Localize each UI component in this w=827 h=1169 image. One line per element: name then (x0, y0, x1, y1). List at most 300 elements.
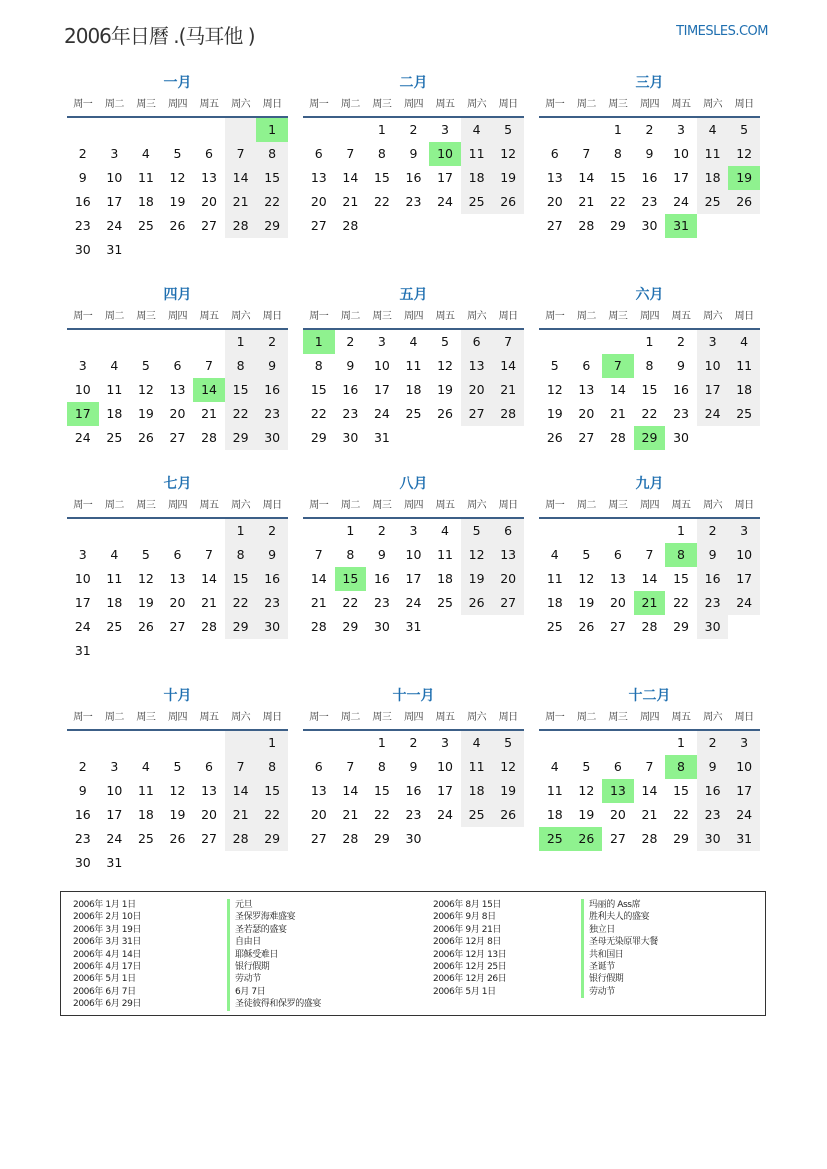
calendar-day[interactable]: 9 (409, 759, 418, 774)
calendar-day[interactable]: 4 (697, 118, 729, 142)
calendar-day[interactable]: 2 (377, 523, 386, 538)
calendar-day[interactable]: 8 (377, 759, 386, 774)
calendar-day[interactable]: 15 (256, 166, 288, 190)
calendar-day[interactable]: 7 (225, 142, 257, 166)
holiday-day[interactable]: 7 (602, 354, 634, 378)
calendar-day[interactable]: 13 (169, 382, 186, 397)
calendar-day[interactable]: 24 (437, 194, 453, 209)
calendar-day[interactable]: 3 (78, 547, 87, 562)
calendar-day[interactable]: 13 (310, 170, 327, 185)
calendar-day[interactable]: 13 (201, 783, 217, 798)
calendar-day[interactable]: 23 (697, 591, 729, 615)
calendar-day[interactable]: 10 (74, 571, 91, 586)
calendar-day[interactable]: 11 (546, 783, 563, 798)
calendar-day[interactable]: 8 (225, 354, 257, 378)
calendar-day[interactable]: 9 (256, 354, 288, 378)
calendar-day[interactable]: 2 (346, 334, 355, 349)
calendar-day[interactable]: 17 (437, 783, 453, 798)
calendar-day[interactable]: 5 (441, 334, 449, 349)
calendar-day[interactable]: 19 (578, 595, 595, 610)
calendar-day[interactable]: 27 (310, 831, 327, 846)
calendar-day[interactable]: 20 (310, 807, 327, 822)
calendar-day[interactable]: 4 (441, 523, 449, 538)
calendar-day[interactable]: 26 (492, 803, 524, 827)
calendar-day[interactable]: 22 (609, 194, 626, 209)
calendar-day[interactable]: 11 (137, 783, 154, 798)
calendar-day[interactable]: 18 (137, 194, 154, 209)
calendar-day[interactable]: 13 (461, 354, 493, 378)
calendar-day[interactable]: 4 (550, 547, 559, 562)
calendar-day[interactable]: 10 (106, 170, 123, 185)
calendar-day[interactable]: 4 (141, 759, 150, 774)
calendar-day[interactable]: 1 (645, 334, 654, 349)
calendar-day[interactable]: 14 (225, 166, 257, 190)
calendar-day[interactable]: 26 (492, 190, 524, 214)
calendar-day[interactable]: 29 (256, 214, 288, 238)
calendar-day[interactable]: 10 (405, 547, 422, 562)
calendar-day[interactable]: 21 (225, 190, 257, 214)
calendar-day[interactable]: 19 (169, 807, 186, 822)
calendar-day[interactable]: 24 (728, 591, 760, 615)
calendar-day[interactable]: 30 (697, 827, 729, 851)
calendar-day[interactable]: 21 (609, 406, 626, 421)
calendar-day[interactable]: 7 (582, 146, 591, 161)
calendar-day[interactable]: 15 (673, 571, 689, 586)
calendar-day[interactable]: 4 (461, 731, 493, 755)
calendar-day[interactable]: 26 (137, 430, 154, 445)
calendar-day[interactable]: 26 (169, 218, 186, 233)
calendar-day[interactable]: 6 (461, 330, 493, 354)
calendar-day[interactable]: 24 (373, 406, 390, 421)
calendar-day[interactable]: 18 (728, 378, 760, 402)
calendar-day[interactable]: 30 (74, 242, 91, 257)
calendar-day[interactable]: 11 (437, 547, 453, 562)
holiday-day[interactable]: 21 (634, 591, 666, 615)
calendar-day[interactable]: 7 (205, 547, 213, 562)
calendar-day[interactable]: 25 (137, 218, 154, 233)
calendar-day[interactable]: 9 (409, 146, 418, 161)
calendar-day[interactable]: 4 (110, 358, 119, 373)
calendar-day[interactable]: 18 (697, 166, 729, 190)
calendar-day[interactable]: 24 (106, 831, 123, 846)
calendar-day[interactable]: 3 (409, 523, 418, 538)
calendar-day[interactable]: 21 (492, 378, 524, 402)
calendar-day[interactable]: 26 (169, 831, 186, 846)
calendar-day[interactable]: 15 (310, 382, 327, 397)
calendar-day[interactable]: 24 (728, 803, 760, 827)
calendar-day[interactable]: 16 (673, 382, 689, 397)
calendar-day[interactable]: 14 (310, 571, 327, 586)
calendar-day[interactable]: 10 (437, 759, 453, 774)
calendar-day[interactable]: 31 (373, 430, 390, 445)
calendar-day[interactable]: 13 (310, 783, 327, 798)
calendar-day[interactable]: 10 (728, 755, 760, 779)
calendar-day[interactable]: 16 (641, 170, 658, 185)
calendar-day[interactable]: 24 (673, 194, 689, 209)
calendar-day[interactable]: 1 (225, 330, 257, 354)
calendar-day[interactable]: 15 (673, 783, 689, 798)
calendar-day[interactable]: 13 (578, 382, 595, 397)
calendar-day[interactable]: 3 (677, 122, 685, 137)
holiday-day[interactable]: 14 (193, 378, 225, 402)
calendar-day[interactable]: 27 (546, 218, 563, 233)
calendar-day[interactable]: 9 (256, 543, 288, 567)
calendar-day[interactable]: 25 (137, 831, 154, 846)
calendar-day[interactable]: 18 (405, 382, 422, 397)
holiday-day[interactable]: 17 (67, 402, 99, 426)
calendar-day[interactable]: 27 (578, 430, 595, 445)
calendar-day[interactable]: 31 (405, 619, 422, 634)
calendar-day[interactable]: 20 (169, 595, 186, 610)
calendar-day[interactable]: 8 (613, 146, 622, 161)
calendar-day[interactable]: 1 (377, 735, 386, 750)
calendar-day[interactable]: 18 (546, 807, 563, 822)
calendar-day[interactable]: 1 (677, 523, 685, 538)
calendar-day[interactable]: 12 (437, 358, 453, 373)
calendar-day[interactable]: 26 (728, 190, 760, 214)
calendar-day[interactable]: 11 (728, 354, 760, 378)
calendar-day[interactable]: 23 (641, 194, 658, 209)
calendar-day[interactable]: 14 (342, 170, 359, 185)
calendar-day[interactable]: 13 (201, 170, 217, 185)
calendar-day[interactable]: 9 (78, 170, 87, 185)
calendar-day[interactable]: 19 (461, 567, 493, 591)
calendar-day[interactable]: 26 (578, 619, 595, 634)
holiday-day[interactable]: 1 (303, 330, 335, 354)
calendar-day[interactable]: 15 (225, 378, 257, 402)
calendar-day[interactable]: 30 (405, 831, 422, 846)
calendar-day[interactable]: 19 (492, 166, 524, 190)
calendar-day[interactable]: 6 (550, 146, 559, 161)
calendar-day[interactable]: 20 (169, 406, 186, 421)
calendar-day[interactable]: 9 (78, 783, 87, 798)
calendar-day[interactable]: 27 (201, 831, 217, 846)
calendar-day[interactable]: 1 (225, 519, 257, 543)
calendar-day[interactable]: 8 (225, 543, 257, 567)
calendar-day[interactable]: 11 (461, 142, 493, 166)
calendar-day[interactable]: 8 (377, 146, 386, 161)
calendar-day[interactable]: 31 (106, 855, 123, 870)
calendar-day[interactable]: 24 (405, 595, 422, 610)
calendar-day[interactable]: 3 (441, 735, 449, 750)
calendar-day[interactable]: 8 (314, 358, 323, 373)
calendar-day[interactable]: 12 (492, 755, 524, 779)
calendar-day[interactable]: 23 (74, 831, 91, 846)
calendar-day[interactable]: 13 (609, 571, 626, 586)
calendar-day[interactable]: 19 (137, 406, 154, 421)
calendar-day[interactable]: 22 (256, 803, 288, 827)
calendar-day[interactable]: 6 (492, 519, 524, 543)
calendar-day[interactable]: 16 (74, 194, 91, 209)
calendar-day[interactable]: 4 (550, 759, 559, 774)
calendar-day[interactable]: 2 (78, 146, 87, 161)
calendar-day[interactable]: 2 (697, 519, 729, 543)
calendar-day[interactable]: 21 (201, 406, 217, 421)
calendar-day[interactable]: 5 (173, 146, 182, 161)
calendar-day[interactable]: 2 (78, 759, 87, 774)
calendar-day[interactable]: 21 (201, 595, 217, 610)
calendar-day[interactable]: 10 (673, 146, 689, 161)
calendar-day[interactable]: 28 (578, 218, 595, 233)
calendar-day[interactable]: 22 (342, 595, 359, 610)
calendar-day[interactable]: 22 (310, 406, 327, 421)
calendar-day[interactable]: 29 (225, 615, 257, 639)
calendar-day[interactable]: 6 (613, 759, 622, 774)
calendar-day[interactable]: 12 (169, 170, 186, 185)
calendar-day[interactable]: 28 (641, 619, 658, 634)
calendar-day[interactable]: 11 (137, 170, 154, 185)
calendar-day[interactable]: 1 (377, 122, 386, 137)
calendar-day[interactable]: 29 (673, 619, 689, 634)
calendar-day[interactable]: 2 (256, 519, 288, 543)
calendar-day[interactable]: 8 (346, 547, 355, 562)
calendar-day[interactable]: 30 (342, 430, 359, 445)
calendar-day[interactable]: 23 (256, 591, 288, 615)
calendar-day[interactable]: 17 (74, 595, 91, 610)
calendar-day[interactable]: 25 (697, 190, 729, 214)
calendar-day[interactable]: 7 (225, 755, 257, 779)
calendar-day[interactable]: 16 (256, 567, 288, 591)
calendar-day[interactable]: 7 (645, 759, 654, 774)
holiday-day[interactable]: 10 (429, 142, 461, 166)
calendar-day[interactable]: 14 (225, 779, 257, 803)
calendar-day[interactable]: 30 (697, 615, 729, 639)
calendar-day[interactable]: 4 (110, 547, 119, 562)
calendar-day[interactable]: 28 (225, 214, 257, 238)
calendar-day[interactable]: 16 (342, 382, 359, 397)
calendar-day[interactable]: 12 (546, 382, 563, 397)
calendar-day[interactable]: 18 (106, 406, 123, 421)
calendar-day[interactable]: 17 (728, 567, 760, 591)
calendar-day[interactable]: 27 (169, 430, 186, 445)
holiday-day[interactable]: 31 (665, 214, 697, 238)
calendar-day[interactable]: 7 (346, 146, 355, 161)
calendar-day[interactable]: 6 (173, 547, 182, 562)
site-logo-text[interactable]: TIMESLES.COM (676, 24, 768, 39)
holiday-day[interactable]: 19 (728, 166, 760, 190)
calendar-day[interactable]: 18 (137, 807, 154, 822)
calendar-day[interactable]: 11 (546, 571, 563, 586)
calendar-day[interactable]: 25 (405, 406, 422, 421)
calendar-day[interactable]: 29 (310, 430, 327, 445)
calendar-day[interactable]: 5 (728, 118, 760, 142)
calendar-day[interactable]: 20 (609, 807, 626, 822)
calendar-day[interactable]: 9 (697, 543, 729, 567)
calendar-day[interactable]: 26 (546, 430, 563, 445)
calendar-day[interactable]: 5 (141, 358, 150, 373)
calendar-day[interactable]: 2 (697, 731, 729, 755)
calendar-day[interactable]: 28 (201, 619, 217, 634)
holiday-day[interactable]: 13 (602, 779, 634, 803)
calendar-day[interactable]: 25 (106, 619, 123, 634)
calendar-day[interactable]: 27 (609, 831, 626, 846)
calendar-day[interactable]: 31 (728, 827, 760, 851)
calendar-day[interactable]: 5 (492, 731, 524, 755)
calendar-day[interactable]: 16 (256, 378, 288, 402)
calendar-day[interactable]: 6 (613, 547, 622, 562)
holiday-day[interactable]: 25 (539, 827, 571, 851)
calendar-day[interactable]: 11 (405, 358, 422, 373)
calendar-day[interactable]: 9 (377, 547, 386, 562)
calendar-day[interactable]: 29 (342, 619, 359, 634)
calendar-day[interactable]: 17 (673, 170, 689, 185)
calendar-day[interactable]: 10 (728, 543, 760, 567)
calendar-day[interactable]: 15 (641, 382, 658, 397)
calendar-day[interactable]: 12 (492, 142, 524, 166)
calendar-day[interactable]: 25 (106, 430, 123, 445)
calendar-day[interactable]: 2 (677, 334, 685, 349)
calendar-day[interactable]: 28 (225, 827, 257, 851)
calendar-day[interactable]: 3 (110, 759, 119, 774)
calendar-day[interactable]: 14 (609, 382, 626, 397)
calendar-day[interactable]: 10 (373, 358, 390, 373)
calendar-day[interactable]: 17 (106, 194, 123, 209)
calendar-day[interactable]: 6 (582, 358, 591, 373)
calendar-day[interactable]: 29 (673, 831, 689, 846)
calendar-day[interactable]: 16 (697, 567, 729, 591)
calendar-day[interactable]: 22 (256, 190, 288, 214)
calendar-day[interactable]: 22 (641, 406, 658, 421)
calendar-day[interactable]: 30 (673, 430, 689, 445)
calendar-day[interactable]: 27 (461, 402, 493, 426)
calendar-day[interactable]: 1 (613, 122, 622, 137)
calendar-day[interactable]: 17 (728, 779, 760, 803)
calendar-day[interactable]: 12 (461, 543, 493, 567)
calendar-day[interactable]: 25 (728, 402, 760, 426)
calendar-day[interactable]: 27 (201, 218, 217, 233)
calendar-day[interactable]: 17 (405, 571, 422, 586)
calendar-day[interactable]: 18 (437, 571, 453, 586)
calendar-day[interactable]: 11 (461, 755, 493, 779)
calendar-day[interactable]: 1 (256, 731, 288, 755)
calendar-day[interactable]: 20 (310, 194, 327, 209)
calendar-day[interactable]: 11 (697, 142, 729, 166)
calendar-day[interactable]: 5 (582, 547, 591, 562)
calendar-day[interactable]: 14 (492, 354, 524, 378)
calendar-day[interactable]: 14 (641, 783, 658, 798)
calendar-day[interactable]: 27 (310, 218, 327, 233)
calendar-day[interactable]: 18 (106, 595, 123, 610)
calendar-day[interactable]: 16 (405, 783, 422, 798)
holiday-day[interactable]: 15 (335, 567, 367, 591)
calendar-day[interactable]: 23 (405, 194, 422, 209)
calendar-day[interactable]: 19 (437, 382, 453, 397)
holiday-day[interactable]: 26 (571, 827, 603, 851)
calendar-day[interactable]: 5 (461, 519, 493, 543)
calendar-day[interactable]: 2 (409, 735, 418, 750)
holiday-day[interactable]: 8 (665, 755, 697, 779)
calendar-day[interactable]: 31 (106, 242, 123, 257)
calendar-day[interactable]: 3 (110, 146, 119, 161)
calendar-day[interactable]: 12 (728, 142, 760, 166)
calendar-day[interactable]: 22 (225, 591, 257, 615)
calendar-day[interactable]: 24 (74, 619, 91, 634)
calendar-day[interactable]: 14 (578, 170, 595, 185)
calendar-day[interactable]: 16 (373, 571, 390, 586)
calendar-day[interactable]: 22 (373, 807, 390, 822)
calendar-day[interactable]: 9 (346, 358, 355, 373)
calendar-day[interactable]: 4 (461, 118, 493, 142)
calendar-day[interactable]: 20 (201, 807, 217, 822)
calendar-day[interactable]: 28 (609, 430, 626, 445)
calendar-day[interactable]: 24 (437, 807, 453, 822)
calendar-day[interactable]: 22 (225, 402, 257, 426)
calendar-day[interactable]: 3 (441, 122, 449, 137)
calendar-day[interactable]: 1 (346, 523, 355, 538)
calendar-day[interactable]: 3 (377, 334, 386, 349)
calendar-day[interactable]: 9 (677, 358, 685, 373)
calendar-day[interactable]: 30 (256, 615, 288, 639)
calendar-day[interactable]: 22 (673, 807, 689, 822)
calendar-day[interactable]: 2 (256, 330, 288, 354)
calendar-day[interactable]: 19 (137, 595, 154, 610)
calendar-day[interactable]: 31 (74, 643, 91, 658)
calendar-day[interactable]: 25 (437, 595, 453, 610)
calendar-day[interactable]: 30 (641, 218, 658, 233)
calendar-day[interactable]: 6 (314, 759, 323, 774)
calendar-day[interactable]: 6 (205, 759, 213, 774)
calendar-day[interactable]: 11 (106, 571, 123, 586)
calendar-day[interactable]: 5 (173, 759, 182, 774)
calendar-day[interactable]: 25 (546, 619, 563, 634)
calendar-day[interactable]: 3 (728, 519, 760, 543)
calendar-day[interactable]: 9 (697, 755, 729, 779)
calendar-day[interactable]: 7 (205, 358, 213, 373)
calendar-day[interactable]: 1 (677, 735, 685, 750)
calendar-day[interactable]: 27 (169, 619, 186, 634)
calendar-day[interactable]: 21 (578, 194, 595, 209)
calendar-day[interactable]: 23 (697, 803, 729, 827)
calendar-day[interactable]: 4 (728, 330, 760, 354)
calendar-day[interactable]: 7 (492, 330, 524, 354)
calendar-day[interactable]: 8 (256, 142, 288, 166)
calendar-day[interactable]: 21 (225, 803, 257, 827)
calendar-day[interactable]: 12 (169, 783, 186, 798)
calendar-day[interactable]: 16 (74, 807, 91, 822)
calendar-day[interactable]: 23 (74, 218, 91, 233)
calendar-day[interactable]: 30 (373, 619, 390, 634)
calendar-day[interactable]: 7 (346, 759, 355, 774)
holiday-day[interactable]: 8 (665, 543, 697, 567)
calendar-day[interactable]: 13 (169, 571, 186, 586)
calendar-day[interactable]: 7 (645, 547, 654, 562)
calendar-day[interactable]: 3 (728, 731, 760, 755)
calendar-day[interactable]: 14 (201, 571, 217, 586)
calendar-day[interactable]: 15 (609, 170, 626, 185)
calendar-day[interactable]: 15 (225, 567, 257, 591)
calendar-day[interactable]: 4 (141, 146, 150, 161)
calendar-day[interactable]: 12 (137, 382, 154, 397)
calendar-day[interactable]: 18 (461, 779, 493, 803)
calendar-day[interactable]: 17 (106, 807, 123, 822)
calendar-day[interactable]: 28 (201, 430, 217, 445)
calendar-day[interactable]: 28 (641, 831, 658, 846)
calendar-day[interactable]: 23 (256, 402, 288, 426)
calendar-day[interactable]: 12 (137, 571, 154, 586)
calendar-day[interactable]: 19 (578, 807, 595, 822)
calendar-day[interactable]: 23 (405, 807, 422, 822)
calendar-day[interactable]: 28 (310, 619, 327, 634)
calendar-day[interactable]: 29 (609, 218, 626, 233)
calendar-day[interactable]: 16 (405, 170, 422, 185)
calendar-day[interactable]: 6 (173, 358, 182, 373)
calendar-day[interactable]: 19 (492, 779, 524, 803)
calendar-day[interactable]: 10 (106, 783, 123, 798)
calendar-day[interactable]: 20 (201, 194, 217, 209)
calendar-day[interactable]: 17 (437, 170, 453, 185)
calendar-day[interactable]: 14 (641, 571, 658, 586)
calendar-day[interactable]: 20 (461, 378, 493, 402)
